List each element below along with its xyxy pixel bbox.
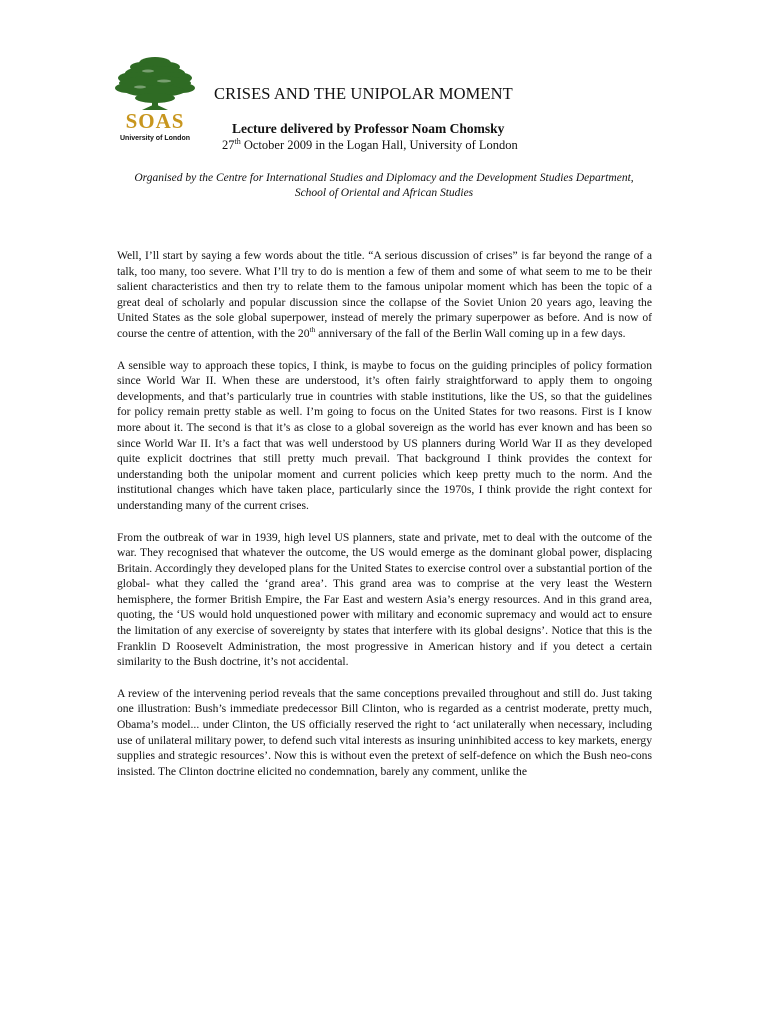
- paragraph-2: A sensible way to approach these topics, I think, is maybe to focus on the guiding principles of policy formation since World War II. When these are understood, it’s often fairly straightforward to apply them to ongoing developments, and that’s particularly true in countries with stable institutions, like the US, so that the guidelines for policy remain pretty stable as well. I’m going to focus on the United States for two reasons. First is I know more about it. The second is that it’s as close to a global sovereign as the world has ever known and has been so since World War II. It’s a fact that was well understood by US planners during World War II as they developed quite explicit doctrines that still pretty much prevail. That background I think provides the context for understanding both the unipolar moment and current policies which keep pretty much to the norm. And the institutional changes which have taken place, particularly since the 1970s, I think provide the right context for understanding many of the current crises.: [117, 358, 652, 512]
- lecture-dateline: [222, 137, 518, 153]
- document-header: [0, 0, 768, 215]
- date-suffix: th: [234, 136, 241, 146]
- soas-logo: [112, 54, 198, 150]
- document-title: CRISES AND THE UNIPOLAR MOMENT: [214, 84, 513, 103]
- lecture-subtitle: Lecture delivered by Professor Noam Chomsky: [232, 121, 505, 136]
- date-rest: October 2009 in the Logan Hall, University of London: [240, 138, 518, 152]
- paragraph-4: A review of the intervening period reveals that the same conceptions prevailed throughout and still do. Just taking one illustration: Bush’s immediate predecessor Bill Clinton, who is regarded as a centrist moderate, pretty much, Obama’s model... under Clinton, the US officially reserved the right to ‘act unilaterally when necessary, including use of unilateral military power, to defend such vital interests as insuring uninhibited access to key markets, energy supplies and strategic resources’. Now this is without even the pretext of self-defence on which the Bush neo-cons insisted. The Clinton doctrine elicited no condemnation, barely any comment, unlike the: [117, 686, 652, 778]
- ordinal-suffix: th: [309, 325, 316, 335]
- organiser-line-1: Organised by the Centre for International Studies and Diplomacy and the Development Studies Department,: [134, 172, 634, 184]
- paragraph-1-text-a: Well, I’ll start by saying a few words about the title. “A serious discussion of crises” is far beyond the range of a talk, too many, too severe. What I’ll try to do is mention a few of them and some of what seem to me to be their salient characteristics and then try to relate them to the famous unipolar moment which has been the topic of a great deal of scholarly and popular discussion since the collapse of the Soviet Union 20 years ago, leaving the United States as the sole global superpower, instead of merely the primary superpower as before. And is now of course the centre of attention, with the 20: [117, 249, 652, 340]
- paragraph-1: [117, 248, 652, 342]
- logo-wordmark: SOAS: [125, 109, 185, 133]
- logo-subtext: University of London: [120, 135, 190, 142]
- date-day: 27: [222, 138, 235, 152]
- paragraph-1-text-b: anniversary of the fall of the Berlin Wall coming up in a few days.: [315, 326, 626, 340]
- tree-icon: [112, 54, 198, 114]
- organiser-note: [110, 171, 658, 201]
- lecture-body: [117, 248, 652, 795]
- paragraph-3: From the outbreak of war in 1939, high level US planners, state and private, met to deal with the outcome of the war. They recognised that whatever the outcome, the US would emerge as the dominant global power, displacing Britain. Accordingly they developed plans for the United States to exercise control over a substantial portion of the global- what they called the ‘grand area’. This grand area was to comprise at the very least the Western hemisphere, the former British Empire, the Far East and western Asia’s energy resources. And in this grand area, quoting, the ‘US would hold unquestioned power with military and economic supremacy and would act to ensure the limitation of any exercise of sovereignty by states that interfere with its global designs’. Notice that this is the Franklin D Roosevelt Administration, the most progressive in American history and if you detect a certain similarity to the Bush doctrine, it’s not accidental.: [117, 530, 652, 669]
- organiser-line-2: School of Oriental and African Studies: [294, 187, 474, 199]
